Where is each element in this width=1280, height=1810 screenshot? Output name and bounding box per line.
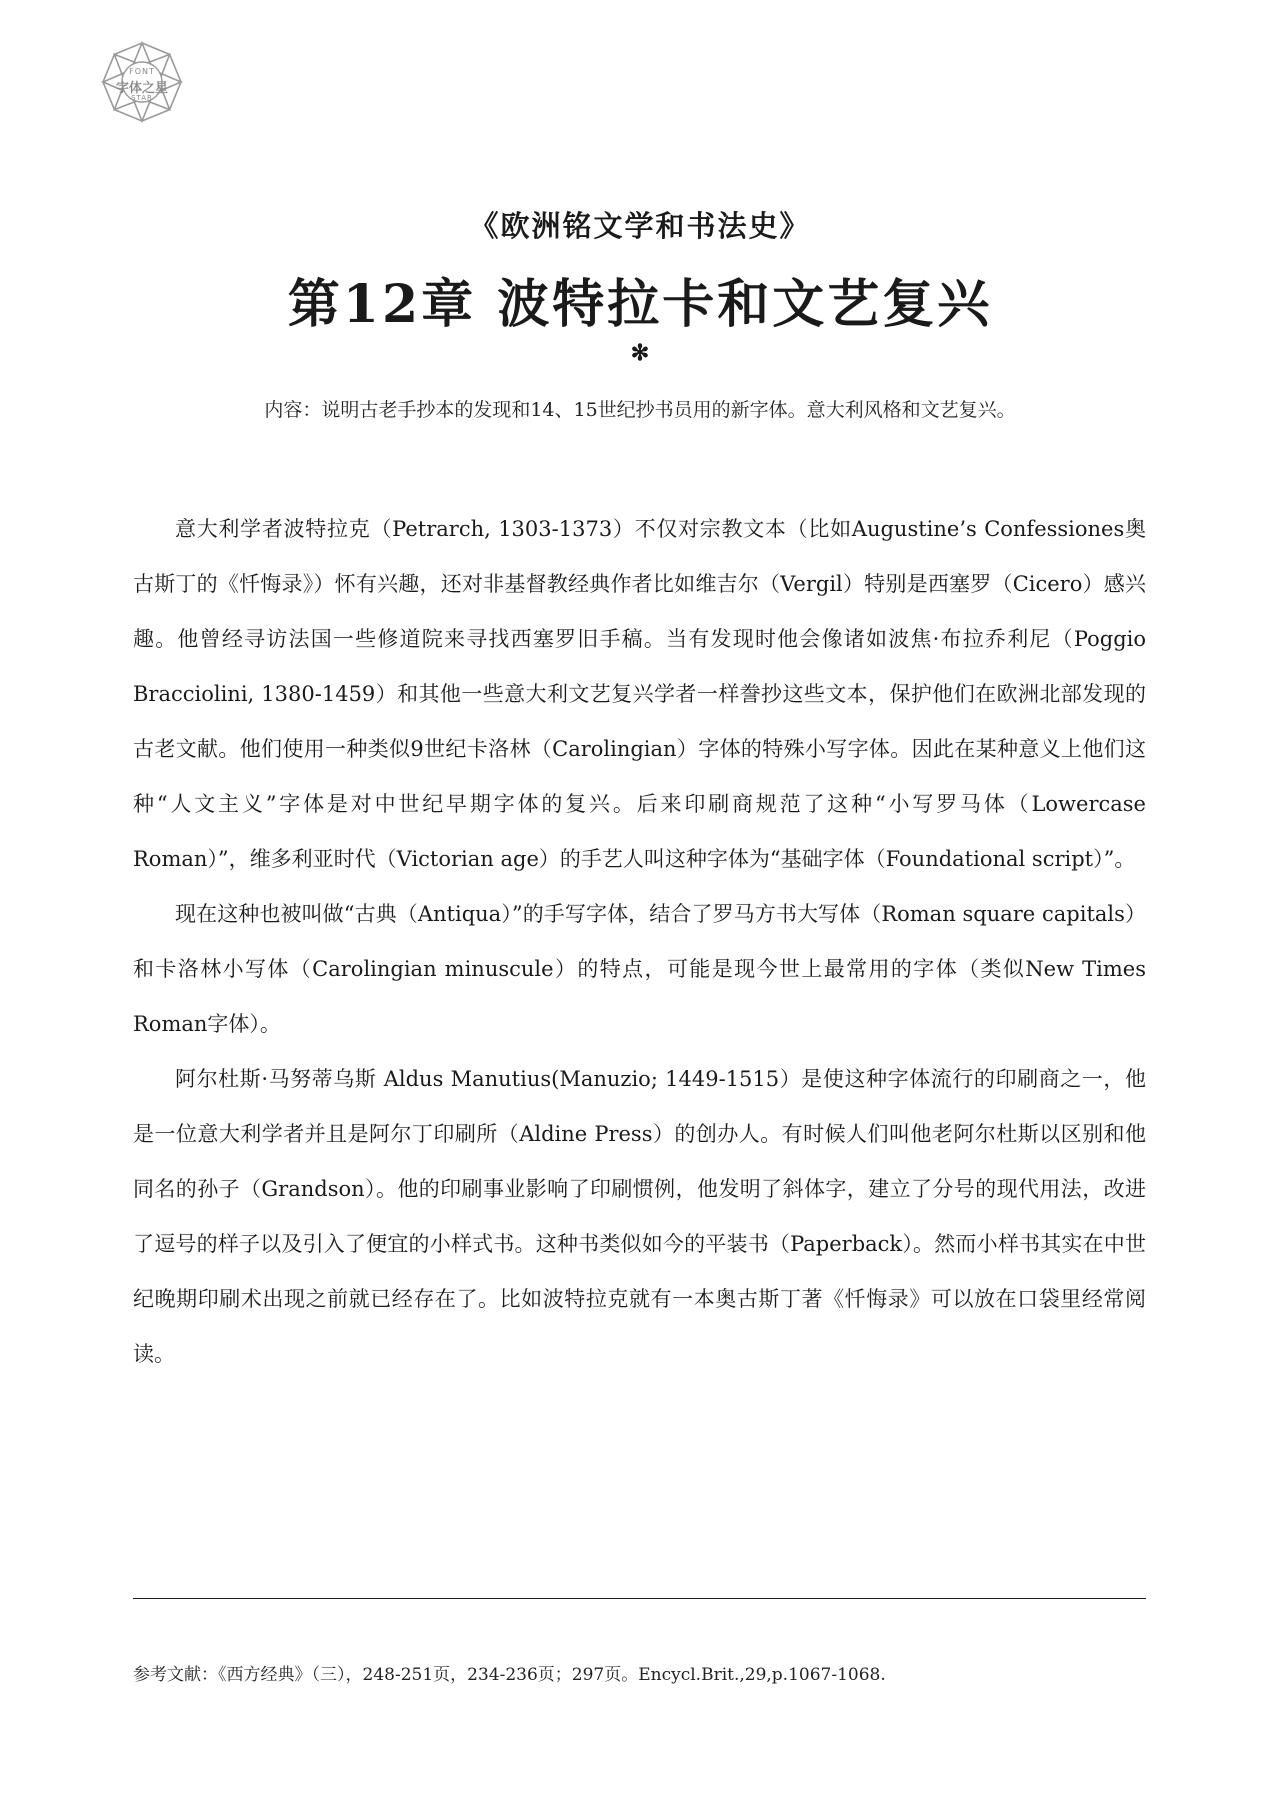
- logo-text-top: FONT: [129, 67, 155, 76]
- footnote-divider: [133, 1598, 1146, 1599]
- logo-text-main: 字体之星: [115, 81, 168, 96]
- paragraph-aldus: 阿尔杜斯·马努蒂乌斯 Aldus Manutius(Manuzio; 1449-1515）是使这种字体流行的印刷商之一，他是一位意大利学者并且是阿尔丁印刷所（Aldine Press）的创办人。有时候人们叫他老阿尔杜斯以区别和他同名的孙子（Grandson）。他的印刷事业影响了印刷惯例，他发明了斜体字，建立了分号的现代用法，改进了逗号的样子以及引入了便宜的小样式书。这种书类似如今的平装书（Paperback）。然而小样书其实在中世纪晚期印刷术出现之前就已经存在了。比如波特拉克就有一本奥古斯丁著《忏悔录》可以放在口袋里经常阅读。: [133, 1067, 1146, 1366]
- paragraph-antiqua: 现在这种也被叫做“古典（Antiqua）”的手写字体，结合了罗马方书大写体（Roman square capitals）和卡洛林小写体（Carolingian minuscule）的特点，可能是现今世上最常用的字体（类似New Times Roman字体）。: [133, 902, 1146, 1036]
- chapter-summary: 内容：说明古老手抄本的发现和14、15世纪抄书员用的新字体。意大利风格和文艺复兴。: [264, 399, 1016, 421]
- font-star-logo: [100, 40, 184, 124]
- asterisk-ornament-icon: ✻: [630, 340, 650, 366]
- paragraph-petrarch: 意大利学者波特拉克（Petrarch, 1303-1373）不仅对宗教文本（比如Augustine’s Confessiones奥古斯丁的《忏悔录》）怀有兴趣，还对非基督教经典作者比如维吉尔（Vergil）特别是西塞罗（Cicero）感兴趣。他曾经寻访法国一些修道院来寻找西塞罗旧手稿。当有发现时他会像诸如波焦·布拉乔利尼（Poggio Bracciolini, 1380-1459）和其他一些意大利文艺复兴学者一样誊抄这些文本，保护他们在欧洲北部发现的古老文献。他们使用一种类似9世纪卡洛林（Carolingian）字体的特殊小写字体。因此在某种意义上他们这种“人文主义”字体是对中世纪早期字体的复兴。后来印刷商规范了这种“小写罗马体（Lowercase Roman）”，维多利亚时代（Victorian age）的手艺人叫这种字体为“基础字体（Foundational script）”。: [133, 517, 1146, 871]
- chapter-title: 第12章 波特拉卡和文艺复兴: [287, 274, 993, 335]
- reference-footnote: 参考文献：《西方经典》（三），248-251页，234-236页；297页。Encycl.Brit.,29,p.1067-1068.: [133, 1665, 886, 1685]
- book-title: 《欧洲铭文学和书法史》: [469, 209, 811, 243]
- body-text: [133, 502, 1146, 1382]
- logo-text-bottom: STAR: [131, 94, 153, 102]
